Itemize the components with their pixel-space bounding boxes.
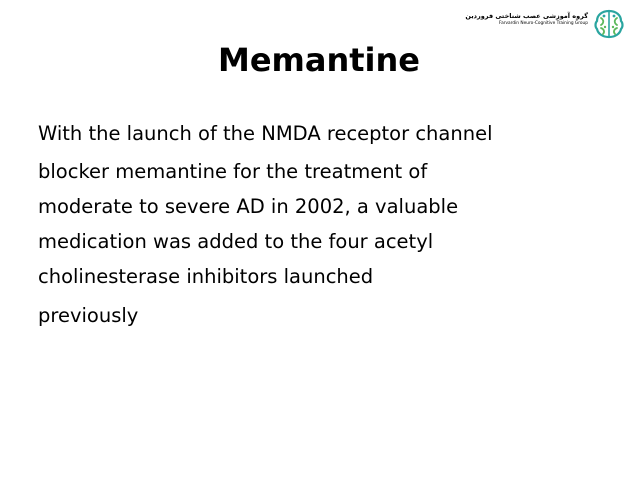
- body-line-3: moderate to severe AD in 2002, a valuable: [38, 195, 459, 218]
- body-paragraph: [38, 154, 618, 294]
- logo-persian-text: گروه آموزشی عصب شناختی فروردین: [465, 12, 588, 20]
- body-line-1: With the launch of the NMDA receptor channel: [38, 122, 493, 145]
- body-line-4: medication was added to the four acetyl: [38, 230, 434, 253]
- logo-text: [465, 12, 588, 26]
- body-line-6: previously: [38, 304, 139, 327]
- slide-title: Memantine: [217, 41, 420, 79]
- logo-english-text: Farvardin Neuro-Cognitive Training Group: [499, 20, 588, 26]
- body-line-5: cholinesterase inhibitors launched: [38, 265, 374, 288]
- slide-body: [38, 120, 618, 330]
- body-line-2: blocker memantine for the treatment of: [38, 160, 428, 183]
